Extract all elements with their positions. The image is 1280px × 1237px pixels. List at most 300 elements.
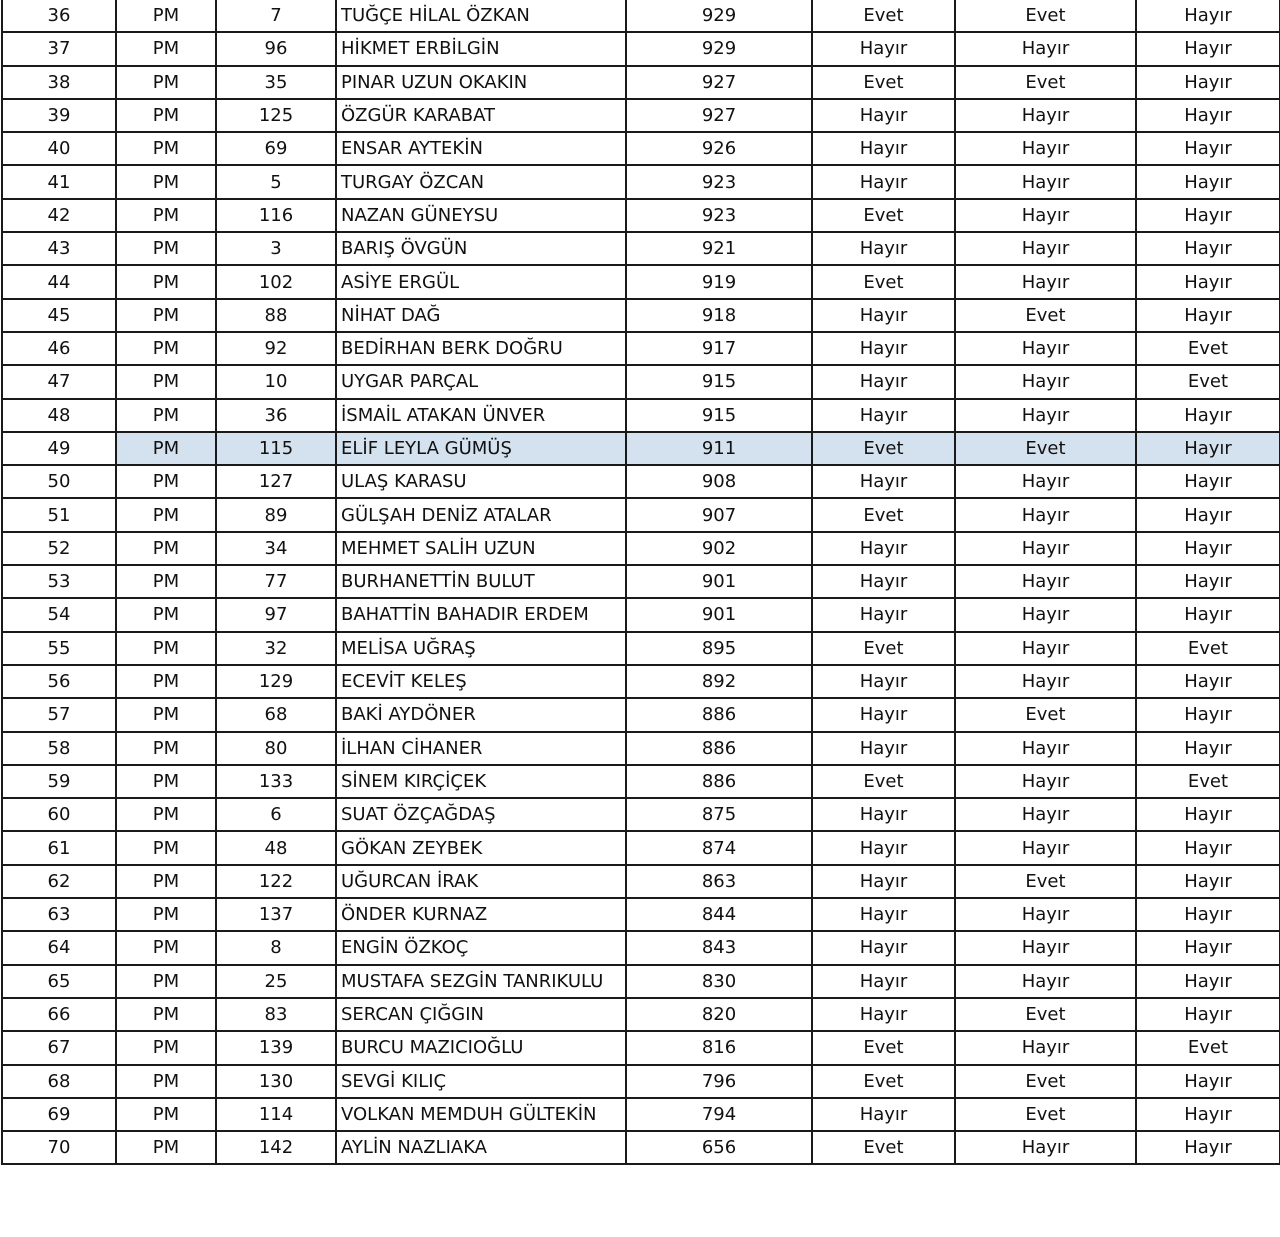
cell-name: MELİSA UĞRAŞ	[336, 632, 626, 665]
cell-name: GÖKAN ZEYBEK	[336, 831, 626, 864]
cell-name: ECEVİT KELEŞ	[336, 665, 626, 698]
cell-score: 886	[626, 765, 812, 798]
cell-col3: Hayır	[1136, 798, 1280, 831]
cell-col2: Hayır	[955, 798, 1136, 831]
cell-col3: Hayır	[1136, 165, 1280, 198]
table-row	[2, 199, 1280, 232]
cell-col3: Hayır	[1136, 998, 1280, 1031]
cell-rank: 60	[2, 798, 116, 831]
cell-number: 83	[216, 998, 336, 1031]
cell-score: 917	[626, 332, 812, 365]
cell-name: ÖZGÜR KARABAT	[336, 99, 626, 132]
cell-name: MUSTAFA SEZGİN TANRIKULU	[336, 965, 626, 998]
table-row	[2, 66, 1280, 99]
cell-type: PM	[116, 165, 216, 198]
cell-rank: 63	[2, 898, 116, 931]
table-row	[2, 365, 1280, 398]
cell-score: 844	[626, 898, 812, 931]
cell-rank: 51	[2, 498, 116, 531]
table-row	[2, 798, 1280, 831]
cell-type: PM	[116, 565, 216, 598]
cell-score: 907	[626, 498, 812, 531]
cell-col3: Hayır	[1136, 465, 1280, 498]
cell-name: SEVGİ KILIÇ	[336, 1065, 626, 1098]
cell-col1: Hayır	[812, 998, 955, 1031]
cell-score: 923	[626, 199, 812, 232]
cell-number: 68	[216, 698, 336, 731]
cell-col2: Hayır	[955, 632, 1136, 665]
table-row	[2, 765, 1280, 798]
cell-col1: Evet	[812, 1031, 955, 1064]
cell-rank: 53	[2, 565, 116, 598]
cell-rank: 49	[2, 432, 116, 465]
cell-name: PINAR UZUN OKAKIN	[336, 66, 626, 99]
cell-score: 929	[626, 0, 812, 32]
cell-col1: Hayır	[812, 831, 955, 864]
cell-type: PM	[116, 632, 216, 665]
cell-col2: Hayır	[955, 965, 1136, 998]
cell-col1: Hayır	[812, 132, 955, 165]
cell-type: PM	[116, 765, 216, 798]
cell-rank: 65	[2, 965, 116, 998]
cell-score: 863	[626, 865, 812, 898]
cell-col1: Hayır	[812, 898, 955, 931]
cell-rank: 66	[2, 998, 116, 1031]
cell-col2: Hayır	[955, 365, 1136, 398]
cell-col2: Hayır	[955, 1131, 1136, 1164]
cell-score: 794	[626, 1098, 812, 1131]
cell-col1: Hayır	[812, 232, 955, 265]
cell-col2: Hayır	[955, 399, 1136, 432]
cell-name: BARIŞ ÖVGÜN	[336, 232, 626, 265]
cell-rank: 40	[2, 132, 116, 165]
cell-name: İSMAİL ATAKAN ÜNVER	[336, 399, 626, 432]
cell-col3: Evet	[1136, 332, 1280, 365]
cell-number: 6	[216, 798, 336, 831]
cell-col3: Hayır	[1136, 965, 1280, 998]
cell-score: 927	[626, 99, 812, 132]
cell-name: UYGAR PARÇAL	[336, 365, 626, 398]
cell-score: 796	[626, 1065, 812, 1098]
cell-col2: Hayır	[955, 532, 1136, 565]
cell-number: 115	[216, 432, 336, 465]
cell-col2: Hayır	[955, 598, 1136, 631]
cell-col2: Hayır	[955, 465, 1136, 498]
cell-number: 92	[216, 332, 336, 365]
cell-number: 5	[216, 165, 336, 198]
cell-col2: Hayır	[955, 332, 1136, 365]
cell-col1: Evet	[812, 1065, 955, 1098]
cell-col2: Evet	[955, 1065, 1136, 1098]
cell-col1: Hayır	[812, 299, 955, 332]
cell-col2: Hayır	[955, 765, 1136, 798]
cell-rank: 59	[2, 765, 116, 798]
cell-type: PM	[116, 831, 216, 864]
cell-score: 923	[626, 165, 812, 198]
cell-number: 77	[216, 565, 336, 598]
table-row	[2, 432, 1280, 465]
cell-col3: Hayır	[1136, 898, 1280, 931]
cell-rank: 39	[2, 99, 116, 132]
cell-name: SİNEM KIRÇİÇEK	[336, 765, 626, 798]
cell-type: PM	[116, 0, 216, 32]
cell-col3: Hayır	[1136, 498, 1280, 531]
table-row	[2, 465, 1280, 498]
cell-name: İLHAN CİHANER	[336, 732, 626, 765]
cell-score: 895	[626, 632, 812, 665]
cell-rank: 44	[2, 265, 116, 298]
cell-col2: Hayır	[955, 265, 1136, 298]
cell-rank: 70	[2, 1131, 116, 1164]
table-row	[2, 865, 1280, 898]
cell-score: 929	[626, 32, 812, 65]
cell-col3: Hayır	[1136, 99, 1280, 132]
cell-col1: Hayır	[812, 798, 955, 831]
cell-col2: Hayır	[955, 32, 1136, 65]
cell-score: 919	[626, 265, 812, 298]
cell-name: NAZAN GÜNEYSU	[336, 199, 626, 232]
cell-number: 88	[216, 299, 336, 332]
cell-col3: Evet	[1136, 765, 1280, 798]
cell-number: 10	[216, 365, 336, 398]
cell-col2: Hayır	[955, 898, 1136, 931]
cell-rank: 64	[2, 931, 116, 964]
cell-type: PM	[116, 698, 216, 731]
cell-col3: Hayır	[1136, 732, 1280, 765]
cell-name: SUAT ÖZÇAĞDAŞ	[336, 798, 626, 831]
cell-col3: Hayır	[1136, 565, 1280, 598]
table-row	[2, 598, 1280, 631]
cell-col3: Hayır	[1136, 532, 1280, 565]
cell-col3: Hayır	[1136, 265, 1280, 298]
cell-score: 926	[626, 132, 812, 165]
cell-col3: Hayır	[1136, 199, 1280, 232]
cell-col1: Evet	[812, 432, 955, 465]
cell-col1: Hayır	[812, 698, 955, 731]
cell-col3: Hayır	[1136, 1065, 1280, 1098]
cell-col2: Evet	[955, 299, 1136, 332]
cell-col3: Hayır	[1136, 698, 1280, 731]
cell-col1: Hayır	[812, 399, 955, 432]
cell-col1: Evet	[812, 1131, 955, 1164]
table-row	[2, 965, 1280, 998]
cell-name: ASİYE ERGÜL	[336, 265, 626, 298]
cell-col3: Evet	[1136, 632, 1280, 665]
cell-col2: Hayır	[955, 132, 1136, 165]
cell-col2: Evet	[955, 698, 1136, 731]
cell-rank: 50	[2, 465, 116, 498]
cell-number: 48	[216, 831, 336, 864]
cell-name: NİHAT DAĞ	[336, 299, 626, 332]
cell-number: 96	[216, 32, 336, 65]
cell-type: PM	[116, 399, 216, 432]
cell-type: PM	[116, 465, 216, 498]
cell-col2: Hayır	[955, 498, 1136, 531]
cell-score: 886	[626, 698, 812, 731]
table-row	[2, 165, 1280, 198]
cell-number: 32	[216, 632, 336, 665]
cell-score: 830	[626, 965, 812, 998]
cell-col3: Hayır	[1136, 598, 1280, 631]
cell-rank: 48	[2, 399, 116, 432]
cell-number: 69	[216, 132, 336, 165]
cell-type: PM	[116, 66, 216, 99]
cell-name: ÖNDER KURNAZ	[336, 898, 626, 931]
cell-rank: 52	[2, 532, 116, 565]
cell-col2: Hayır	[955, 831, 1136, 864]
cell-type: PM	[116, 865, 216, 898]
table-row	[2, 1031, 1280, 1064]
cell-rank: 45	[2, 299, 116, 332]
table-row	[2, 931, 1280, 964]
cell-col2: Hayır	[955, 165, 1136, 198]
table-row	[2, 532, 1280, 565]
cell-col2: Hayır	[955, 199, 1136, 232]
cell-rank: 41	[2, 165, 116, 198]
cell-number: 3	[216, 232, 336, 265]
cell-col1: Hayır	[812, 965, 955, 998]
cell-score: 886	[626, 732, 812, 765]
cell-col1: Hayır	[812, 931, 955, 964]
table-row	[2, 399, 1280, 432]
cell-col3: Hayır	[1136, 1098, 1280, 1131]
cell-col1: Hayır	[812, 165, 955, 198]
table-row	[2, 665, 1280, 698]
cell-col3: Hayır	[1136, 665, 1280, 698]
cell-col2: Hayır	[955, 99, 1136, 132]
cell-col1: Hayır	[812, 1098, 955, 1131]
cell-name: MEHMET SALİH UZUN	[336, 532, 626, 565]
cell-number: 7	[216, 0, 336, 32]
results-table	[1, 0, 1280, 1165]
cell-number: 102	[216, 265, 336, 298]
table-row	[2, 831, 1280, 864]
cell-name: TURGAY ÖZCAN	[336, 165, 626, 198]
cell-type: PM	[116, 1131, 216, 1164]
cell-type: PM	[116, 32, 216, 65]
cell-type: PM	[116, 665, 216, 698]
cell-rank: 55	[2, 632, 116, 665]
table-row	[2, 732, 1280, 765]
cell-col2: Evet	[955, 0, 1136, 32]
cell-type: PM	[116, 1031, 216, 1064]
cell-col1: Hayır	[812, 332, 955, 365]
cell-score: 816	[626, 1031, 812, 1064]
cell-col1: Hayır	[812, 865, 955, 898]
cell-number: 97	[216, 598, 336, 631]
cell-score: 656	[626, 1131, 812, 1164]
cell-col1: Evet	[812, 199, 955, 232]
cell-type: PM	[116, 598, 216, 631]
cell-type: PM	[116, 532, 216, 565]
cell-rank: 67	[2, 1031, 116, 1064]
cell-score: 901	[626, 598, 812, 631]
cell-col3: Evet	[1136, 365, 1280, 398]
cell-score: 902	[626, 532, 812, 565]
table-row	[2, 565, 1280, 598]
cell-col2: Hayır	[955, 1031, 1136, 1064]
cell-col1: Hayır	[812, 598, 955, 631]
table-row	[2, 898, 1280, 931]
cell-rank: 69	[2, 1098, 116, 1131]
cell-number: 129	[216, 665, 336, 698]
cell-name: BURHANETTİN BULUT	[336, 565, 626, 598]
cell-rank: 37	[2, 32, 116, 65]
cell-type: PM	[116, 365, 216, 398]
cell-rank: 68	[2, 1065, 116, 1098]
cell-col1: Evet	[812, 0, 955, 32]
cell-col3: Hayır	[1136, 0, 1280, 32]
cell-name: AYLİN NAZLIAKA	[336, 1131, 626, 1164]
cell-col2: Evet	[955, 998, 1136, 1031]
cell-col2: Hayır	[955, 732, 1136, 765]
cell-col1: Evet	[812, 265, 955, 298]
cell-name: BAHATTİN BAHADIR ERDEM	[336, 598, 626, 631]
cell-score: 918	[626, 299, 812, 332]
table-row	[2, 32, 1280, 65]
cell-number: 25	[216, 965, 336, 998]
cell-rank: 57	[2, 698, 116, 731]
cell-col2: Hayır	[955, 931, 1136, 964]
cell-col2: Evet	[955, 432, 1136, 465]
cell-name: BURCU MAZICIOĞLU	[336, 1031, 626, 1064]
cell-rank: 56	[2, 665, 116, 698]
cell-number: 116	[216, 199, 336, 232]
cell-col1: Hayır	[812, 99, 955, 132]
cell-rank: 61	[2, 831, 116, 864]
cell-score: 892	[626, 665, 812, 698]
cell-type: PM	[116, 498, 216, 531]
table-row	[2, 498, 1280, 531]
cell-col2: Hayır	[955, 232, 1136, 265]
cell-col3: Hayır	[1136, 432, 1280, 465]
cell-score: 921	[626, 232, 812, 265]
table-row	[2, 232, 1280, 265]
cell-col1: Hayır	[812, 465, 955, 498]
cell-rank: 38	[2, 66, 116, 99]
table-row	[2, 265, 1280, 298]
cell-number: 125	[216, 99, 336, 132]
cell-col1: Evet	[812, 66, 955, 99]
cell-rank: 54	[2, 598, 116, 631]
cell-type: PM	[116, 798, 216, 831]
cell-rank: 36	[2, 0, 116, 32]
cell-name: BAKİ AYDÖNER	[336, 698, 626, 731]
cell-type: PM	[116, 232, 216, 265]
table-row	[2, 299, 1280, 332]
cell-name: HİKMET ERBİLGİN	[336, 32, 626, 65]
cell-number: 34	[216, 532, 336, 565]
cell-type: PM	[116, 1098, 216, 1131]
cell-number: 35	[216, 66, 336, 99]
cell-score: 915	[626, 365, 812, 398]
cell-name: UĞURCAN İRAK	[336, 865, 626, 898]
cell-number: 89	[216, 498, 336, 531]
cell-rank: 46	[2, 332, 116, 365]
table-row	[2, 1131, 1280, 1164]
cell-type: PM	[116, 332, 216, 365]
cell-type: PM	[116, 898, 216, 931]
cell-number: 133	[216, 765, 336, 798]
cell-col3: Hayır	[1136, 931, 1280, 964]
cell-name: VOLKAN MEMDUH GÜLTEKİN	[336, 1098, 626, 1131]
cell-name: SERCAN ÇIĞGIN	[336, 998, 626, 1031]
cell-name: ENSAR AYTEKİN	[336, 132, 626, 165]
table-body	[2, 0, 1280, 1164]
cell-col3: Hayır	[1136, 32, 1280, 65]
cell-col1: Evet	[812, 765, 955, 798]
cell-score: 927	[626, 66, 812, 99]
cell-score: 820	[626, 998, 812, 1031]
cell-col1: Evet	[812, 632, 955, 665]
table-row	[2, 99, 1280, 132]
table-row	[2, 998, 1280, 1031]
cell-number: 137	[216, 898, 336, 931]
cell-name: BEDİRHAN BERK DOĞRU	[336, 332, 626, 365]
cell-type: PM	[116, 732, 216, 765]
cell-rank: 42	[2, 199, 116, 232]
cell-score: 911	[626, 432, 812, 465]
cell-number: 130	[216, 1065, 336, 1098]
cell-col1: Hayır	[812, 665, 955, 698]
cell-number: 139	[216, 1031, 336, 1064]
cell-number: 122	[216, 865, 336, 898]
cell-number: 142	[216, 1131, 336, 1164]
cell-col1: Hayır	[812, 32, 955, 65]
table-row	[2, 1098, 1280, 1131]
cell-col1: Hayır	[812, 532, 955, 565]
table-row	[2, 332, 1280, 365]
cell-col2: Evet	[955, 66, 1136, 99]
cell-type: PM	[116, 265, 216, 298]
cell-type: PM	[116, 998, 216, 1031]
cell-col2: Evet	[955, 1098, 1136, 1131]
cell-name: ULAŞ KARASU	[336, 465, 626, 498]
cell-type: PM	[116, 931, 216, 964]
cell-col3: Hayır	[1136, 232, 1280, 265]
cell-type: PM	[116, 99, 216, 132]
cell-rank: 47	[2, 365, 116, 398]
table-row	[2, 632, 1280, 665]
cell-number: 36	[216, 399, 336, 432]
table-row	[2, 132, 1280, 165]
cell-type: PM	[116, 1065, 216, 1098]
cell-type: PM	[116, 965, 216, 998]
cell-score: 875	[626, 798, 812, 831]
cell-number: 127	[216, 465, 336, 498]
table-row	[2, 698, 1280, 731]
cell-type: PM	[116, 199, 216, 232]
cell-col3: Hayır	[1136, 66, 1280, 99]
cell-col3: Hayır	[1136, 1131, 1280, 1164]
cell-rank: 62	[2, 865, 116, 898]
cell-type: PM	[116, 299, 216, 332]
cell-score: 915	[626, 399, 812, 432]
cell-col1: Hayır	[812, 365, 955, 398]
cell-col3: Hayır	[1136, 865, 1280, 898]
cell-rank: 43	[2, 232, 116, 265]
table-row	[2, 1065, 1280, 1098]
cell-col3: Hayır	[1136, 399, 1280, 432]
cell-col2: Hayır	[955, 565, 1136, 598]
cell-score: 908	[626, 465, 812, 498]
cell-name: TUĞÇE HİLAL ÖZKAN	[336, 0, 626, 32]
cell-col1: Hayır	[812, 732, 955, 765]
cell-col3: Hayır	[1136, 299, 1280, 332]
cell-col3: Hayır	[1136, 132, 1280, 165]
cell-score: 843	[626, 931, 812, 964]
cell-col2: Evet	[955, 865, 1136, 898]
